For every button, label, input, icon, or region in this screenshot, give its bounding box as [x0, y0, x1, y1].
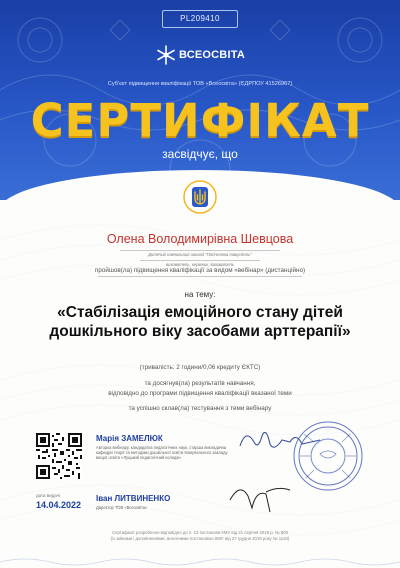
- recipient-name: Олена Володимирівна Шевцова: [106, 232, 294, 246]
- results-text-2: відповідно до програми підвищення кваліфікації вказаної теми: [108, 390, 292, 397]
- results-text-3: та успішно склав(ла) тестування з теми вебінару: [128, 405, 272, 412]
- institution-underline: [140, 260, 260, 261]
- passed-underline: [98, 276, 302, 277]
- certificate-title: СЕРТИФІКАТ: [30, 94, 370, 147]
- bottom-ornament: [0, 556, 400, 568]
- vseosvita-logo: [155, 44, 255, 68]
- recipient-role-note: вихователь, керівник, вихователь: [165, 262, 235, 267]
- certifies-text: засвідчує, що: [162, 147, 238, 161]
- webinar-topic: «Стабілізація емоційного стану дітей дошкільного віку засобами арттерапії»: [49, 304, 351, 340]
- issue-date: 14.04.2022: [36, 500, 82, 510]
- signer-director-name: Іван ЛИТВИНЕНКО: [96, 494, 171, 503]
- recipient-institution-note: Дитячий навчальний заклад "Пасічнянка творчість": [148, 252, 252, 257]
- signer-author-role: Авторка вебінару, кандидатка педагогічних наук, старша викладачка кафедри теорії та методики дошкільної освіти Комунального закладу вищої освіти «Луцький педагогічний коледж»: [96, 445, 228, 460]
- legal-note-line-2: (із змінами і доповненнями, внесеними постановою КМУ від 27 грудня 2019 року № 1133): [110, 535, 290, 541]
- topic-label: на тему:: [184, 290, 216, 299]
- results-text-1: та досягнув(ла) результатів навчання,: [144, 380, 256, 387]
- issue-date-label: дата видачі: [36, 493, 61, 498]
- legal-note: [50, 530, 350, 541]
- certificate-header: [0, 0, 400, 200]
- qr-code[interactable]: [36, 433, 82, 479]
- snowflake-logo-icon: [155, 44, 177, 66]
- logo-text: ВСЕОСВІТА: [179, 49, 246, 61]
- passed-text: пройшов(ла) підвищення кваліфікації за видом «вебінар» (дистанційно): [94, 267, 306, 274]
- official-stamp: [292, 420, 364, 492]
- name-underline: [120, 250, 280, 251]
- director-signature: [226, 478, 296, 516]
- duration-text: (тривалість: 2 години/0,06 кредиту ЄКТС): [139, 364, 261, 371]
- subject-line: Суб’єкт підвищення кваліфікації ТОВ «Всеосвіта» (ЄДРПОУ 41526967): [107, 81, 293, 87]
- signer-director-role: Директор ТОВ «Всеосвіта»: [96, 505, 148, 510]
- legal-note-line-1: Сертифікат розроблено відповідно до п. 13 постанови КМУ від 21 серпня 2019 р. № 800: [111, 530, 288, 535]
- signer-author-name: Марія ЗАМЕЛЮК: [96, 434, 163, 443]
- signer-director: [96, 494, 236, 510]
- signer-author: [96, 434, 236, 460]
- certificate-id: PL209410: [162, 10, 238, 28]
